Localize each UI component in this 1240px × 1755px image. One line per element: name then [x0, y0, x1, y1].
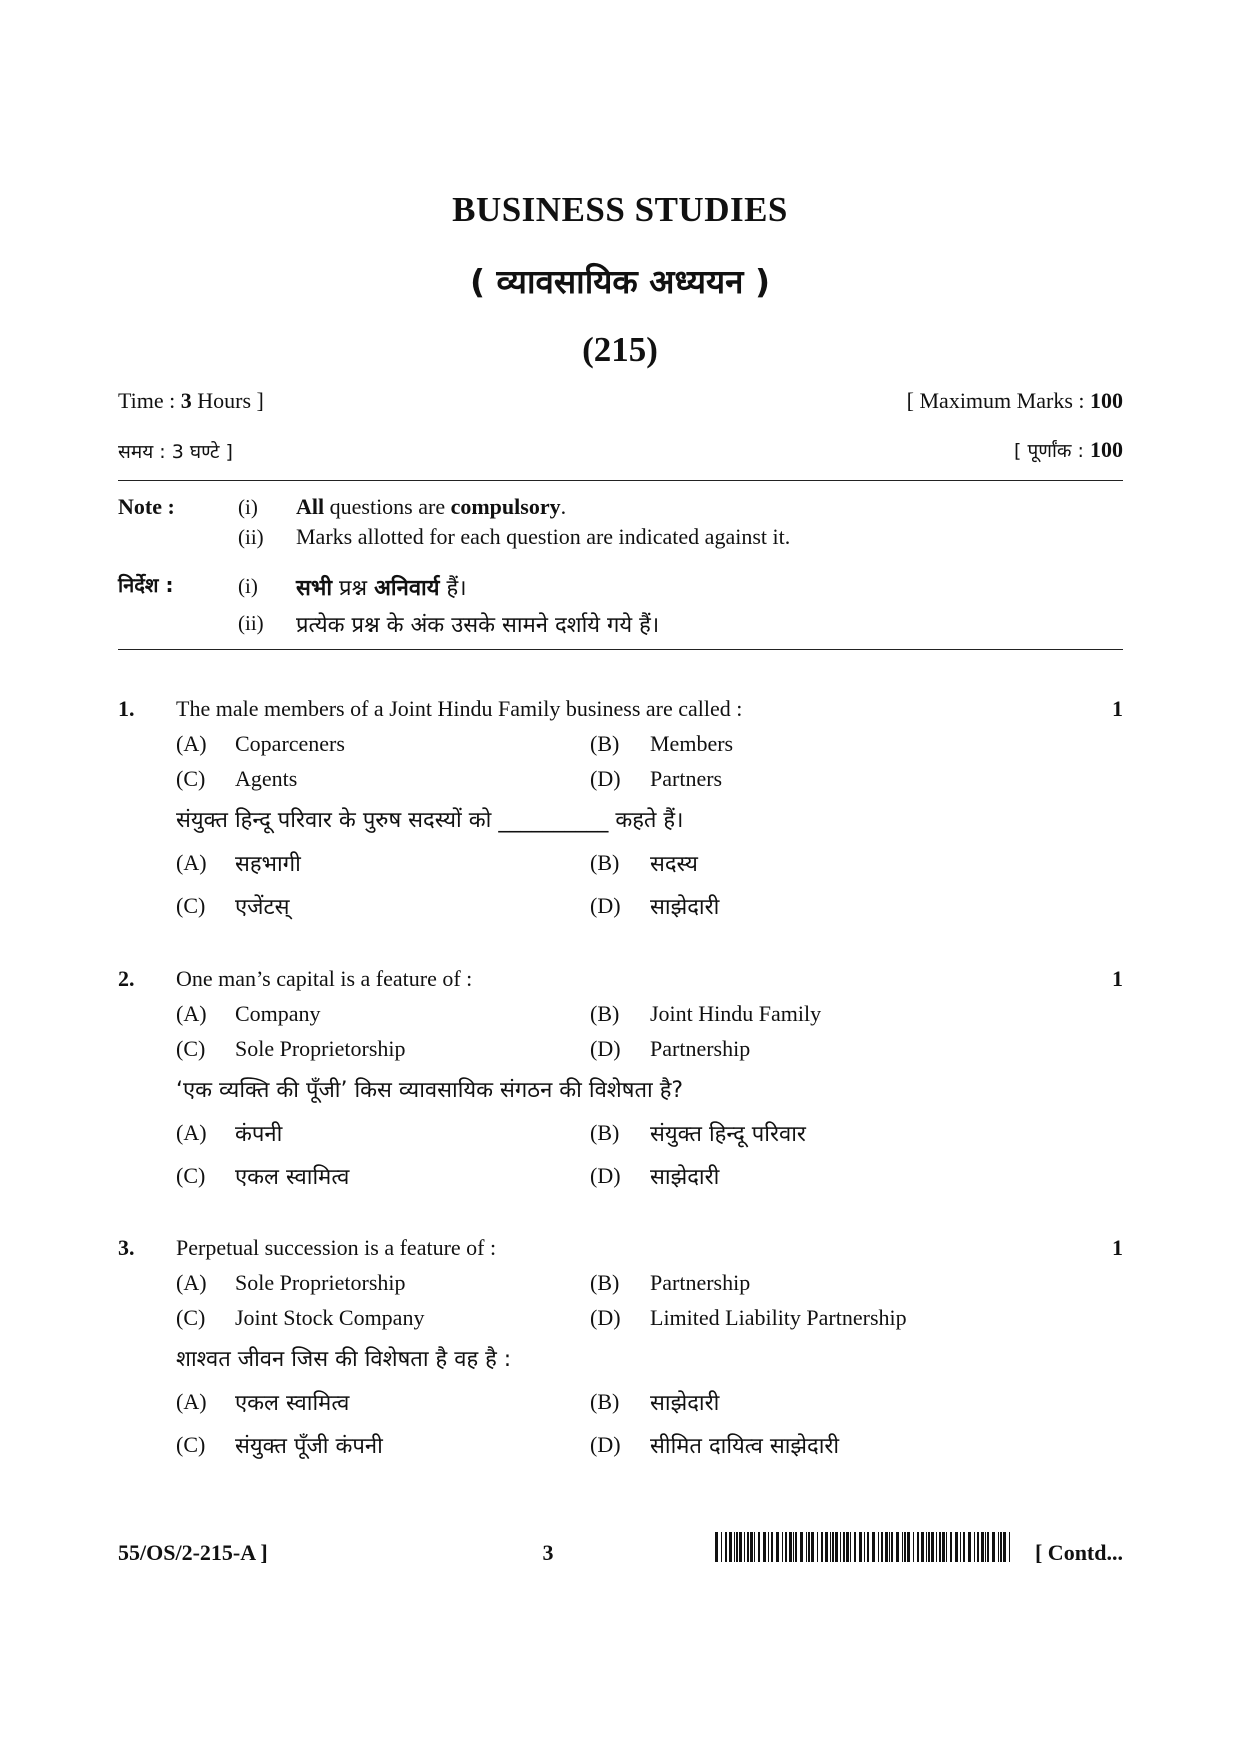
option-label: (A)	[176, 1001, 207, 1026]
option-text: Sole Proprietorship	[235, 1270, 406, 1295]
barcode-bar	[931, 1532, 934, 1562]
note-item-num: (ii)	[238, 525, 264, 549]
option-label: (A)	[176, 1120, 207, 1145]
barcode-bar	[776, 1532, 779, 1562]
option-label: (C)	[176, 1036, 206, 1061]
option-text: Agents	[235, 766, 298, 791]
barcode-bar	[960, 1532, 961, 1562]
option-text-hindi: साझेदारी	[650, 895, 720, 920]
barcode-bar	[885, 1532, 888, 1562]
barcode-bar	[811, 1532, 814, 1562]
paper-title: BUSINESS STUDIES	[452, 190, 788, 229]
note-label: Note :	[118, 494, 175, 519]
option-text-hindi: संयुक्त हिन्दू परिवार	[650, 1122, 806, 1147]
barcode-bar	[825, 1532, 828, 1562]
option-text-hindi: साझेदारी	[650, 1165, 720, 1190]
option-label: (C)	[176, 1305, 206, 1330]
question-text-hindi: संयुक्त हिन्दू परिवार के पुरुष सदस्यों को __________ कहते हैं।	[176, 808, 684, 833]
barcode-bar	[789, 1532, 792, 1562]
barcode-bar	[754, 1532, 755, 1562]
note-item-2-hindi: प्रत्येक प्रश्न के अंक उसके सामने दर्शाये गये हैं।	[296, 613, 660, 638]
option-label: (D)	[590, 893, 621, 918]
option-text: Members	[650, 731, 734, 756]
barcode-bar	[734, 1532, 735, 1562]
option-label: (B)	[590, 1001, 620, 1026]
option-label: (B)	[590, 1270, 620, 1295]
notes-divider	[118, 649, 1123, 650]
barcode-bar	[758, 1532, 760, 1562]
contd-label: [ Contd...	[1034, 1540, 1123, 1565]
barcode-bar	[998, 1532, 999, 1562]
barcode-bar	[846, 1532, 849, 1562]
option-label: (D)	[590, 1432, 621, 1457]
header-divider	[118, 480, 1123, 481]
barcode-bar	[921, 1532, 924, 1562]
option-text: Joint Stock Company	[235, 1305, 425, 1330]
option-text-hindi: कंपनी	[235, 1122, 283, 1147]
option-label: (B)	[590, 1389, 620, 1414]
barcode-bar	[872, 1532, 875, 1562]
barcode-bar	[1009, 1532, 1010, 1562]
note-label-hindi: निर्देश :	[118, 573, 174, 597]
barcode	[715, 1532, 1015, 1562]
option-label: (D)	[590, 1036, 621, 1061]
option-text-hindi: सीमित दायित्व साझेदारी	[650, 1434, 840, 1459]
barcode-bar	[913, 1532, 914, 1562]
barcode-bar	[928, 1532, 930, 1562]
time-info-hindi: समय : 3 घण्टे ]	[118, 441, 233, 463]
note-item-num: (i)	[238, 495, 258, 519]
barcode-bar	[736, 1532, 738, 1562]
barcode-bar	[917, 1532, 919, 1562]
option-label: (A)	[176, 1389, 207, 1414]
barcode-bar	[763, 1532, 766, 1562]
barcode-bar	[859, 1532, 862, 1562]
barcode-bar	[977, 1532, 979, 1562]
barcode-bar	[830, 1532, 831, 1562]
barcode-bar	[968, 1532, 971, 1562]
option-label: (D)	[590, 1163, 621, 1188]
barcode-bar	[854, 1532, 856, 1562]
barcode-bar	[795, 1532, 797, 1562]
barcode-bar	[744, 1532, 745, 1562]
barcode-bar	[750, 1532, 753, 1562]
question-marks: 1	[1112, 696, 1123, 721]
note-item-num: (i)	[238, 574, 258, 598]
barcode-bar	[987, 1532, 989, 1562]
barcode-bar	[881, 1532, 883, 1562]
barcode-bar	[867, 1532, 869, 1562]
barcode-bar	[926, 1532, 927, 1562]
barcode-bar	[889, 1532, 890, 1562]
option-text: Partnership	[650, 1036, 751, 1061]
barcode-bar	[782, 1532, 783, 1562]
barcode-bar	[939, 1532, 941, 1562]
barcode-bar	[850, 1532, 851, 1562]
question-text-hindi: शाश्वत जीवन जिस की विशेषता है वह है :	[176, 1347, 512, 1372]
option-text: Coparceners	[235, 731, 345, 756]
option-text: Partners	[650, 766, 723, 791]
option-label: (A)	[176, 731, 207, 756]
option-text: Company	[235, 1001, 321, 1026]
barcode-bar	[817, 1532, 818, 1562]
barcode-bar	[902, 1532, 903, 1562]
barcode-bar	[950, 1532, 952, 1562]
barcode-bar	[808, 1532, 810, 1562]
barcode-bar	[821, 1532, 823, 1562]
barcode-bar	[715, 1532, 718, 1562]
barcode-bar	[985, 1532, 986, 1562]
question-number: 3.	[118, 1235, 135, 1260]
option-label: (C)	[176, 1163, 206, 1188]
barcode-bar	[725, 1532, 727, 1562]
option-text: Joint Hindu Family	[650, 1001, 822, 1026]
barcode-bar	[942, 1532, 945, 1562]
barcode-bar	[974, 1532, 975, 1562]
barcode-bar	[981, 1532, 984, 1562]
option-text-hindi: सदस्य	[650, 852, 698, 877]
barcode-bar	[806, 1532, 807, 1562]
question-number: 1.	[118, 696, 135, 721]
question-text: The male members of a Joint Hindu Family business are called :	[176, 696, 743, 721]
max-marks-info-hindi: [ पूर्णांक : 100	[1014, 437, 1123, 462]
option-label: (A)	[176, 850, 207, 875]
barcode-bar	[864, 1532, 865, 1562]
question-text: Perpetual succession is a feature of :	[176, 1235, 497, 1260]
time-info: Time : 3 Hours ]	[118, 388, 264, 413]
note-item-1: All questions are compulsory.	[296, 494, 567, 519]
note-item-1-hindi: सभी प्रश्न अनिवार्य हैं।	[296, 576, 467, 601]
barcode-bar	[904, 1532, 906, 1562]
barcode-bar	[936, 1532, 937, 1562]
barcode-bar	[891, 1532, 893, 1562]
option-label: (B)	[590, 1120, 620, 1145]
note-item-num: (ii)	[238, 611, 264, 635]
barcode-bar	[785, 1532, 787, 1562]
barcode-bar	[768, 1532, 769, 1562]
option-text-hindi: एकल स्वामित्व	[235, 1165, 350, 1190]
max-marks-info: [ Maximum Marks : 100	[906, 388, 1123, 413]
option-text-hindi: संयुक्त पूँजी कंपनी	[235, 1434, 383, 1459]
barcode-bar	[800, 1532, 803, 1562]
barcode-bar	[992, 1532, 995, 1562]
barcode-bar	[840, 1532, 841, 1562]
option-label: (D)	[590, 766, 621, 791]
page-number: 3	[542, 1540, 554, 1565]
barcode-bar	[896, 1532, 899, 1562]
barcode-bar	[747, 1532, 749, 1562]
barcode-bar	[955, 1532, 958, 1562]
barcode-bar	[721, 1532, 722, 1562]
paper-title-hindi: ( व्यावसायिक अध्ययन )	[469, 262, 771, 301]
paper-code: 55/OS/2-215-A ]	[118, 1540, 268, 1565]
option-label: (B)	[590, 731, 620, 756]
barcode-bar	[835, 1532, 838, 1562]
option-text-hindi: सहभागी	[235, 852, 301, 877]
barcode-bar	[1000, 1532, 1002, 1562]
question-number: 2.	[118, 966, 135, 991]
option-label: (A)	[176, 1270, 207, 1295]
option-text-hindi: साझेदारी	[650, 1391, 720, 1416]
barcode-bar	[878, 1532, 879, 1562]
option-label: (B)	[590, 850, 620, 875]
option-text: Partnership	[650, 1270, 751, 1295]
option-text: Limited Liability Partnership	[650, 1305, 907, 1330]
option-text-hindi: एजेंटस्	[235, 895, 290, 920]
option-label: (D)	[590, 1305, 621, 1330]
barcode-bar	[946, 1532, 947, 1562]
barcode-bar	[739, 1532, 742, 1562]
barcode-bar	[843, 1532, 845, 1562]
option-text-hindi: एकल स्वामित्व	[235, 1391, 350, 1416]
barcode-bar	[1003, 1532, 1006, 1562]
barcode-bar	[832, 1532, 834, 1562]
barcode-bar	[963, 1532, 965, 1562]
option-label: (C)	[176, 1432, 206, 1457]
barcode-bar	[907, 1532, 910, 1562]
barcode-bar	[793, 1532, 794, 1562]
note-item-2: Marks allotted for each question are indicated against it.	[296, 524, 791, 549]
question-marks: 1	[1112, 966, 1123, 991]
question-text-hindi: ‘एक व्यक्ति की पूँजी’ किस व्यावसायिक संगठन की विशेषता है?	[176, 1078, 684, 1103]
barcode-bar	[729, 1532, 732, 1562]
question-marks: 1	[1112, 1235, 1123, 1260]
option-label: (C)	[176, 893, 206, 918]
option-label: (C)	[176, 766, 206, 791]
question-text: One man’s capital is a feature of :	[176, 966, 473, 991]
barcode-bar	[771, 1532, 773, 1562]
subject-code: (215)	[582, 330, 658, 369]
option-text: Sole Proprietorship	[235, 1036, 406, 1061]
